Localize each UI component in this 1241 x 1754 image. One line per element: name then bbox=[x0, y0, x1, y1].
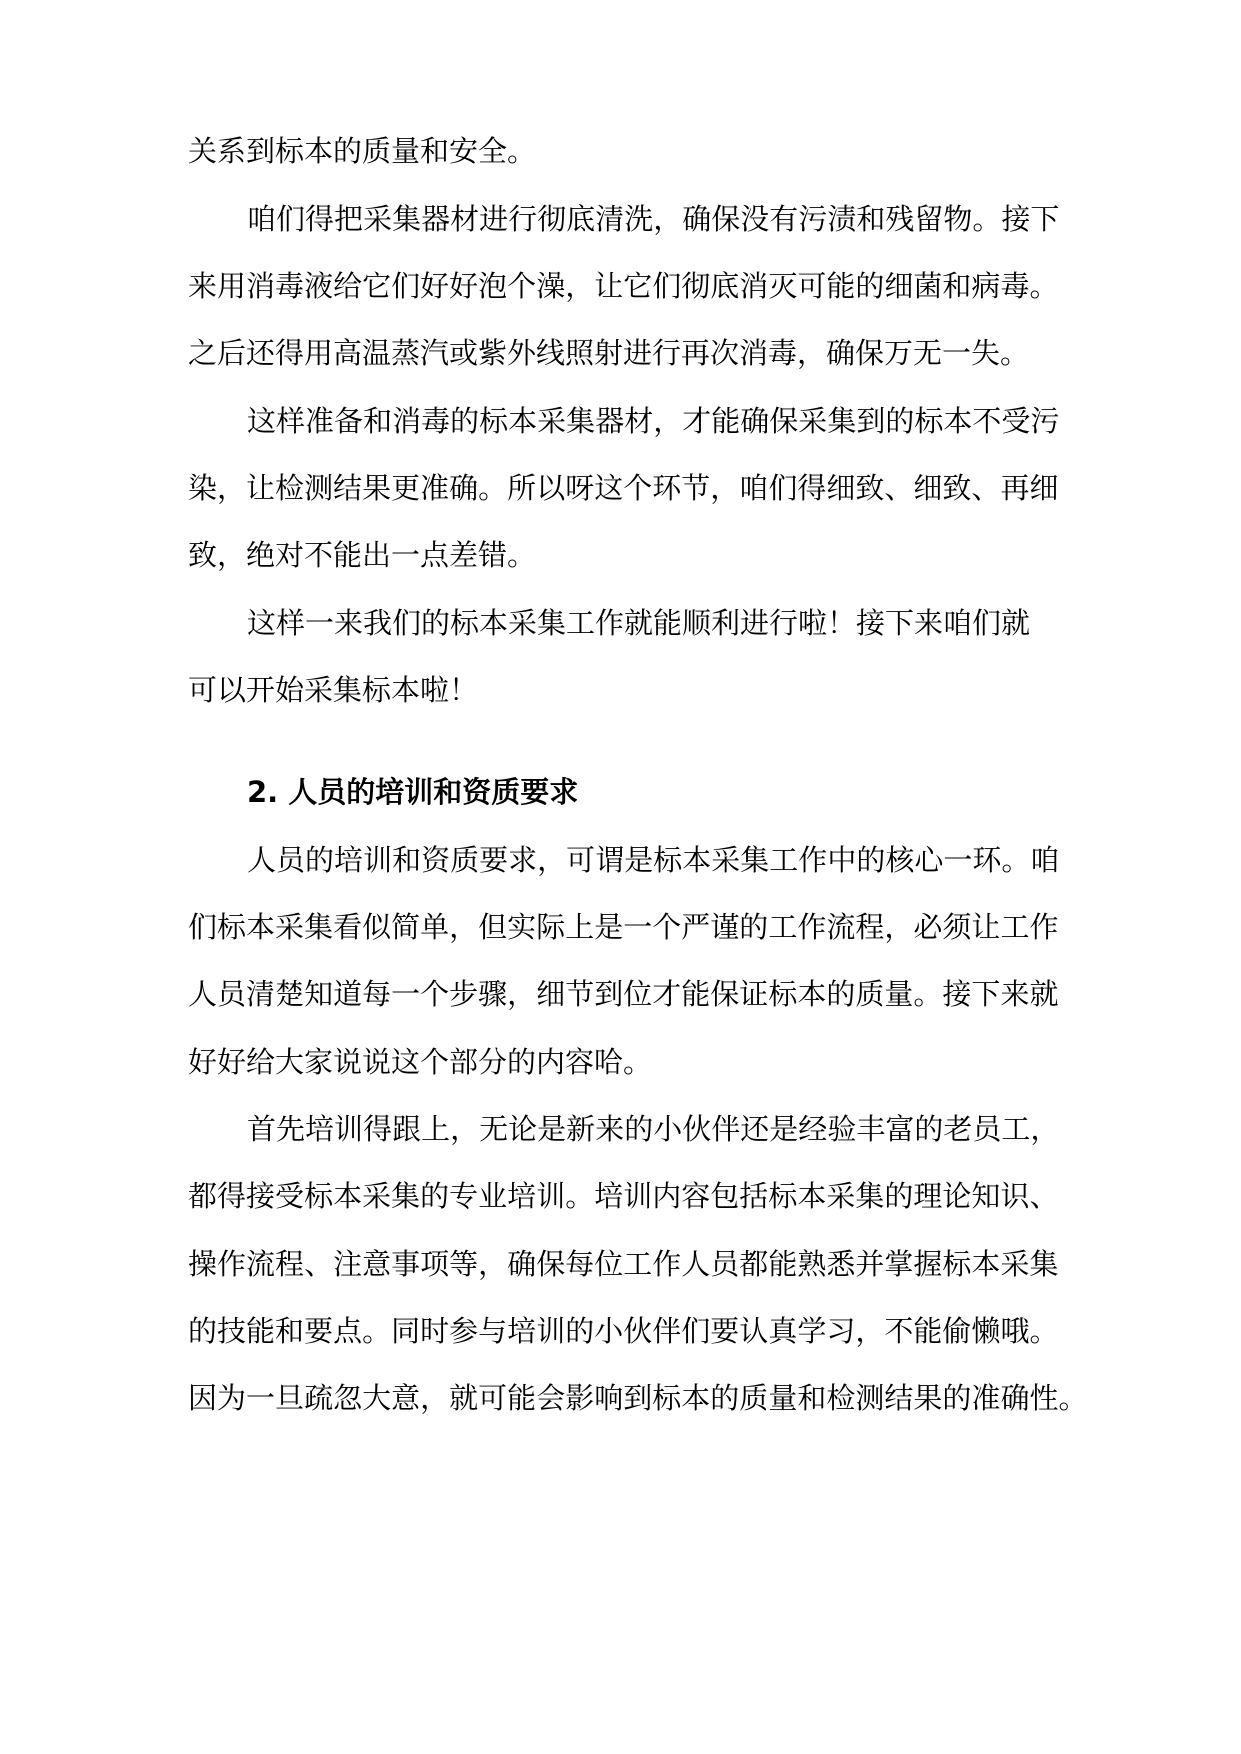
paragraph-line: 人 员 的 培 训 和 资 质 要 求 ， 可 谓 是 标 本 采 集 工 作 中 的 核 心 一 环 。 咱 bbox=[247, 843, 1060, 877]
paragraph-line: 染 ， 让 检 测 结 果 更 准 确 。 所 以 呀 这 个 环 节 ， 咱 们 得 细 致 、 细 致 、 再 细 bbox=[188, 471, 1059, 505]
paragraph-line: 都 得 接 受 标 本 采 集 的 专 业 培 训 。 培 训 内 容 包 括 标 本 采 集 的 理 论 知 识 、 bbox=[188, 1179, 1059, 1213]
section-heading: 2. 人员的培训和资质要求 bbox=[247, 775, 579, 809]
paragraph-line: 这样一来我们的标本采集工作就能顺利进行啦！接下来咱们就 bbox=[247, 606, 1031, 640]
paragraph-line: 操 作 流 程 、 注 意 事 项 等 ， 确 保 每 位 工 作 人 员 都 能 熟 悉 并 掌 握 标 本 采 集 bbox=[188, 1247, 1059, 1281]
paragraph-line: 们 标 本 采 集 看 似 简 单 ， 但 实 际 上 是 一 个 严 谨 的 工 作 流 程 ， 必 须 让 工 作 bbox=[188, 910, 1059, 944]
paragraph-line: 好好给大家说说这个部分的内容哈。 bbox=[188, 1045, 653, 1079]
paragraph-line: 首 先 培 训 得 跟 上 ， 无 论 是 新 来 的 小 伙 伴 还 是 经 验 丰 富 的 老 员 工 ， bbox=[247, 1112, 1060, 1146]
paragraph-line: 这 样 准 备 和 消 毒 的 标 本 采 集 器 材 ， 才 能 确 保 采 集 到 的 标 本 不 受 污 bbox=[247, 404, 1060, 438]
paragraph-line: 人 员 清 楚 知 道 每 一 个 步 骤 ， 细 节 到 位 才 能 保 证 标 本 的 质 量 。 接 下 来 就 bbox=[188, 977, 1059, 1011]
paragraph-line: 来 用 消 毒 液 给 它 们 好 好 泡 个 澡 ， 让 它 们 彻 底 消 灭 可 能 的 细 菌 和 病 毒 。 bbox=[188, 269, 1059, 303]
paragraph-line: 之后还得用高温蒸汽或紫外线照射进行再次消毒，确保万无一失。 bbox=[188, 336, 1030, 370]
paragraph-line: 咱 们 得 把 采 集 器 材 进 行 彻 底 清 洗 ， 确 保 没 有 污 渍 和 残 留 物 。 接 下 bbox=[247, 202, 1060, 236]
paragraph-line: 关系到标本的质量和安全。 bbox=[188, 134, 537, 168]
paragraph-line: 因 为 一 旦 疏 忽 大 意 ， 就 可 能 会 影 响 到 标 本 的 质 量 和 检 测 结 果 的 准 确 性 。 bbox=[188, 1381, 1088, 1415]
paragraph-line: 致，绝对不能出一点差错。 bbox=[188, 538, 537, 572]
paragraph-line: 可以开始采集标本啦！ bbox=[188, 673, 479, 707]
paragraph-line: 的 技 能 和 要 点 。 同 时 参 与 培 训 的 小 伙 伴 们 要 认 真 学 习 ， 不 能 偷 懒 哦 。 bbox=[188, 1314, 1059, 1348]
